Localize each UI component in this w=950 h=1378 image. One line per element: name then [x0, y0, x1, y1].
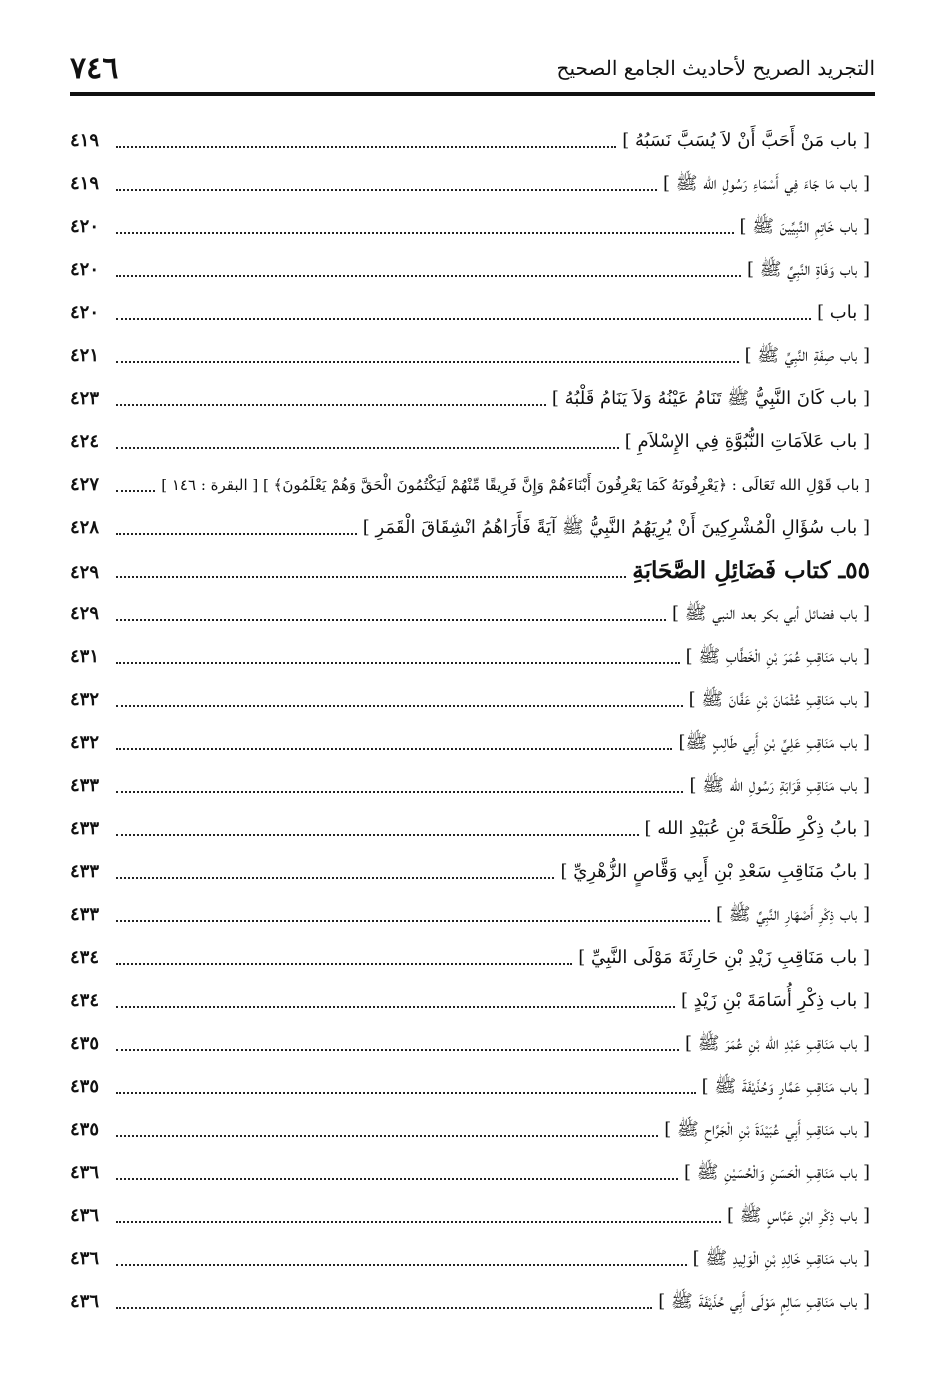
- dot-leader: [116, 662, 680, 664]
- toc-entry: [70, 1237, 870, 1280]
- entry-title: [ باب عَلاَمَاتِ النُّبُوَّةِ فِي الإِسْلاَمِ ]: [624, 431, 870, 452]
- dot-leader: [116, 1092, 696, 1094]
- toc-entry: [70, 463, 870, 506]
- entry-title: [ باب مَنَاقِبِ عُمَرَ بْنِ الْخَطَّابِ ﷺ ]: [685, 646, 870, 667]
- toc-entry: [70, 420, 870, 463]
- dot-leader: [116, 1049, 679, 1051]
- entry-page-number: ٤٢٠: [70, 302, 100, 323]
- dot-leader: [116, 1178, 678, 1180]
- entry-title: [ باب فضائل أبي بكر بعد النبي ﷺ ]: [671, 603, 870, 624]
- toc-entry: [70, 1065, 870, 1108]
- dot-leader: [116, 1221, 721, 1223]
- entry-title: [ باب ذِكْرِ أَصْهَارِ النَّبِيِّ ﷺ ]: [716, 904, 870, 925]
- dot-leader: [116, 748, 672, 750]
- entry-page-number: ٤٢١: [70, 345, 100, 366]
- entry-page-number: ٤١٩: [70, 130, 100, 151]
- entry-title: [ باب وَفَاةِ النَّبِيِّ ﷺ ]: [746, 259, 870, 280]
- entry-page-number: ٤٣٦: [70, 1205, 100, 1226]
- dot-leader: [116, 275, 741, 277]
- toc-entry: [70, 1151, 870, 1194]
- toc-entry: [70, 1280, 870, 1323]
- running-title: التجريد الصريح لأحاديث الجامع الصحيح: [556, 56, 875, 80]
- dot-leader: [116, 920, 710, 922]
- toc-entry: [70, 119, 870, 162]
- entry-page-number: ٤٢٤: [70, 431, 100, 452]
- entry-title: [ باب مَنَاقِبِ الْحَسَنِ وَالْحُسَيْنِ ﷺ ]: [684, 1162, 870, 1183]
- toc-entry: [70, 248, 870, 291]
- entry-page-number: ٤١٩: [70, 173, 100, 194]
- chapter-title: ٥٥ـ كتاب فَضَائِلِ الصَّحَابَةِ: [632, 557, 870, 584]
- dot-leader: [116, 533, 357, 535]
- entry-page-number: ٤٣٥: [70, 1119, 100, 1140]
- header-rule: [70, 92, 875, 96]
- entry-page-number: ٤٢٩: [70, 562, 100, 583]
- table-of-contents: [70, 119, 870, 1323]
- entry-page-number: ٤٣٣: [70, 818, 100, 839]
- dot-leader: [116, 877, 554, 879]
- toc-entry: [70, 162, 870, 205]
- toc-entry: [70, 291, 870, 334]
- entry-title: [ باب سُؤَالِ الْمُشْرِكِينَ أَنْ يُرِيَهُمُ النَّبِيُّ ﷺ آيَةً فَأَرَاهُمُ انْشِقَاقَ الْقَمَرِ ]: [362, 517, 870, 538]
- toc-entry: [70, 893, 870, 936]
- entry-page-number: ٤٢٠: [70, 259, 100, 280]
- entry-page-number: ٤٣٢: [70, 732, 100, 753]
- entry-title: [ باب مَنَاقِبِ عُثْمَانَ بْنِ عَفَّانَ ﷺ ]: [688, 689, 870, 710]
- entry-title: [ باب كَانَ النَّبِيُّ ﷺ تَنَامُ عَيْنُهُ وَلاَ يَنَامُ قَلْبُهُ ]: [551, 388, 870, 409]
- toc-entry: [70, 807, 870, 850]
- entry-page-number: ٤٣٤: [70, 990, 100, 1011]
- entry-page-number: ٤٣١: [70, 646, 100, 667]
- entry-page-number: ٤٣٣: [70, 904, 100, 925]
- dot-leader: [116, 361, 739, 363]
- entry-title: [ باب مَنَاقِبِ قَرَابَةِ رَسُولِ الله ﷺ ]: [689, 775, 870, 796]
- entry-title: [ باب مَنْ أَحَبَّ أَنْ لاَ يُسَبَّ نَسَبُهُ ]: [622, 130, 870, 151]
- toc-entry: [70, 377, 870, 420]
- entry-page-number: ٤٢٨: [70, 517, 100, 538]
- dot-leader: [116, 619, 666, 621]
- toc-entry: [70, 678, 870, 721]
- toc-entry: [70, 1194, 870, 1237]
- dot-leader: [116, 404, 546, 406]
- entry-title: [ باب مَنَاقِبِ سَالِمٍ مَوْلَى أَبِي حُذَيْفَةَ ﷺ ]: [658, 1291, 870, 1312]
- dot-leader: [116, 447, 619, 449]
- entry-title: [ باب صِفَةِ النَّبِيِّ ﷺ ]: [744, 345, 870, 366]
- entry-page-number: ٤٢٧: [70, 474, 100, 495]
- toc-entry: [70, 721, 870, 764]
- entry-page-number: ٤٣٢: [70, 689, 100, 710]
- entry-page-number: ٤٢٠: [70, 216, 100, 237]
- dot-leader: [116, 705, 683, 707]
- entry-title: [ باب مَنَاقِبِ عَبْدِ الله بْنِ عُمَرَ ﷺ ]: [684, 1033, 870, 1054]
- entry-title: [ باب مَنَاقِبِ زَيْدِ بْنِ حَارِثَةَ مَوْلَى النَّبِيِّ ]: [578, 947, 870, 968]
- dot-leader: [116, 146, 616, 148]
- entry-title: [ باب مَا جَاءَ فِي أَسْمَاءِ رَسُولِ الله ﷺ ]: [662, 173, 870, 194]
- toc-entry: [70, 850, 870, 893]
- toc-entry: [70, 205, 870, 248]
- entry-title: [ باب ذِكْرِ أُسَامَةَ بْنِ زَيْدٍ ]: [680, 990, 870, 1011]
- toc-entry: [70, 764, 870, 807]
- dot-leader: [116, 232, 734, 234]
- dot-leader: [116, 791, 683, 793]
- dot-leader: [116, 1006, 675, 1008]
- entry-page-number: ٤٣٣: [70, 861, 100, 882]
- toc-entry: [70, 506, 870, 549]
- entry-page-number: ٤٣٤: [70, 947, 100, 968]
- toc-entry: [70, 979, 870, 1022]
- dot-leader: [116, 1264, 687, 1266]
- dot-leader: [116, 1135, 658, 1137]
- toc-entry: [70, 635, 870, 678]
- entry-title: [ باب ذِكْرِ ابْنِ عَبَّاسٍ ﷺ ]: [726, 1205, 870, 1226]
- toc-entry: [70, 592, 870, 635]
- dot-leader: [116, 1307, 652, 1309]
- entry-title: [ بابُ مَنَاقِبِ سَعْدِ بْنِ أَبِي وَقَّاصٍ الزُّهْرِيِّ ]: [560, 861, 870, 882]
- entry-title: [ باب خَاتِمِ النَّبِيِّينَ ﷺ ]: [739, 216, 870, 237]
- dot-leader: [116, 576, 626, 578]
- entry-page-number: ٤٣٦: [70, 1291, 100, 1312]
- entry-page-number: ٤٢٣: [70, 388, 100, 409]
- dot-leader: [116, 189, 657, 191]
- toc-entry: [70, 334, 870, 377]
- dot-leader: [116, 490, 155, 492]
- chapter-heading-entry: [70, 549, 870, 592]
- entry-title: [ باب قَوْلِ الله تَعَالَى : ﴿يَعْرِفُونَهُ كَمَا يَعْرِفُونَ أَبْنَاءَهُمْ وَإِنَّ فَرِيقًا مِّنْهُمْ لَيَكْتُمُونَ الْحَقَّ وَهُمْ يَعْلَمُونَ﴾ ] [ البقرة : ١٤٦ ]: [161, 476, 870, 494]
- entry-page-number: ٤٣٦: [70, 1162, 100, 1183]
- entry-title: [ باب ]: [817, 302, 870, 323]
- entry-title: [ بابُ ذِكْرِ طَلْحَةَ بْنِ عُبَيْدِ الله ]: [644, 818, 870, 839]
- page-header: [70, 48, 875, 88]
- toc-entry: [70, 1022, 870, 1065]
- entry-page-number: ٤٢٩: [70, 603, 100, 624]
- entry-page-number: ٤٣٥: [70, 1033, 100, 1054]
- entry-page-number: ٤٣٣: [70, 775, 100, 796]
- toc-entry: [70, 1108, 870, 1151]
- entry-page-number: ٤٣٦: [70, 1248, 100, 1269]
- entry-title: [ باب مَنَاقِبِ خَالِدِ بْنِ الْوَلِيدِ ﷺ ]: [692, 1248, 870, 1269]
- dot-leader: [116, 318, 811, 320]
- dot-leader: [116, 963, 572, 965]
- entry-title: [ باب مَنَاقِبِ عَمَّارٍ وَحُذَيْفَةَ ﷺ ]: [701, 1076, 870, 1097]
- entry-page-number: ٤٣٥: [70, 1076, 100, 1097]
- page-number: ٧٤٦: [70, 50, 119, 86]
- toc-entry: [70, 936, 870, 979]
- dot-leader: [116, 834, 639, 836]
- entry-title: [ باب مَنَاقِبِ أَبِي عُبَيْدَةَ بْنِ الْجَرَّاحِ ﷺ ]: [664, 1119, 870, 1140]
- entry-title: [ باب مَنَاقِبِ عَلِيِّ بْنِ أَبِي طَالِبٍ ﷺ]: [678, 732, 870, 753]
